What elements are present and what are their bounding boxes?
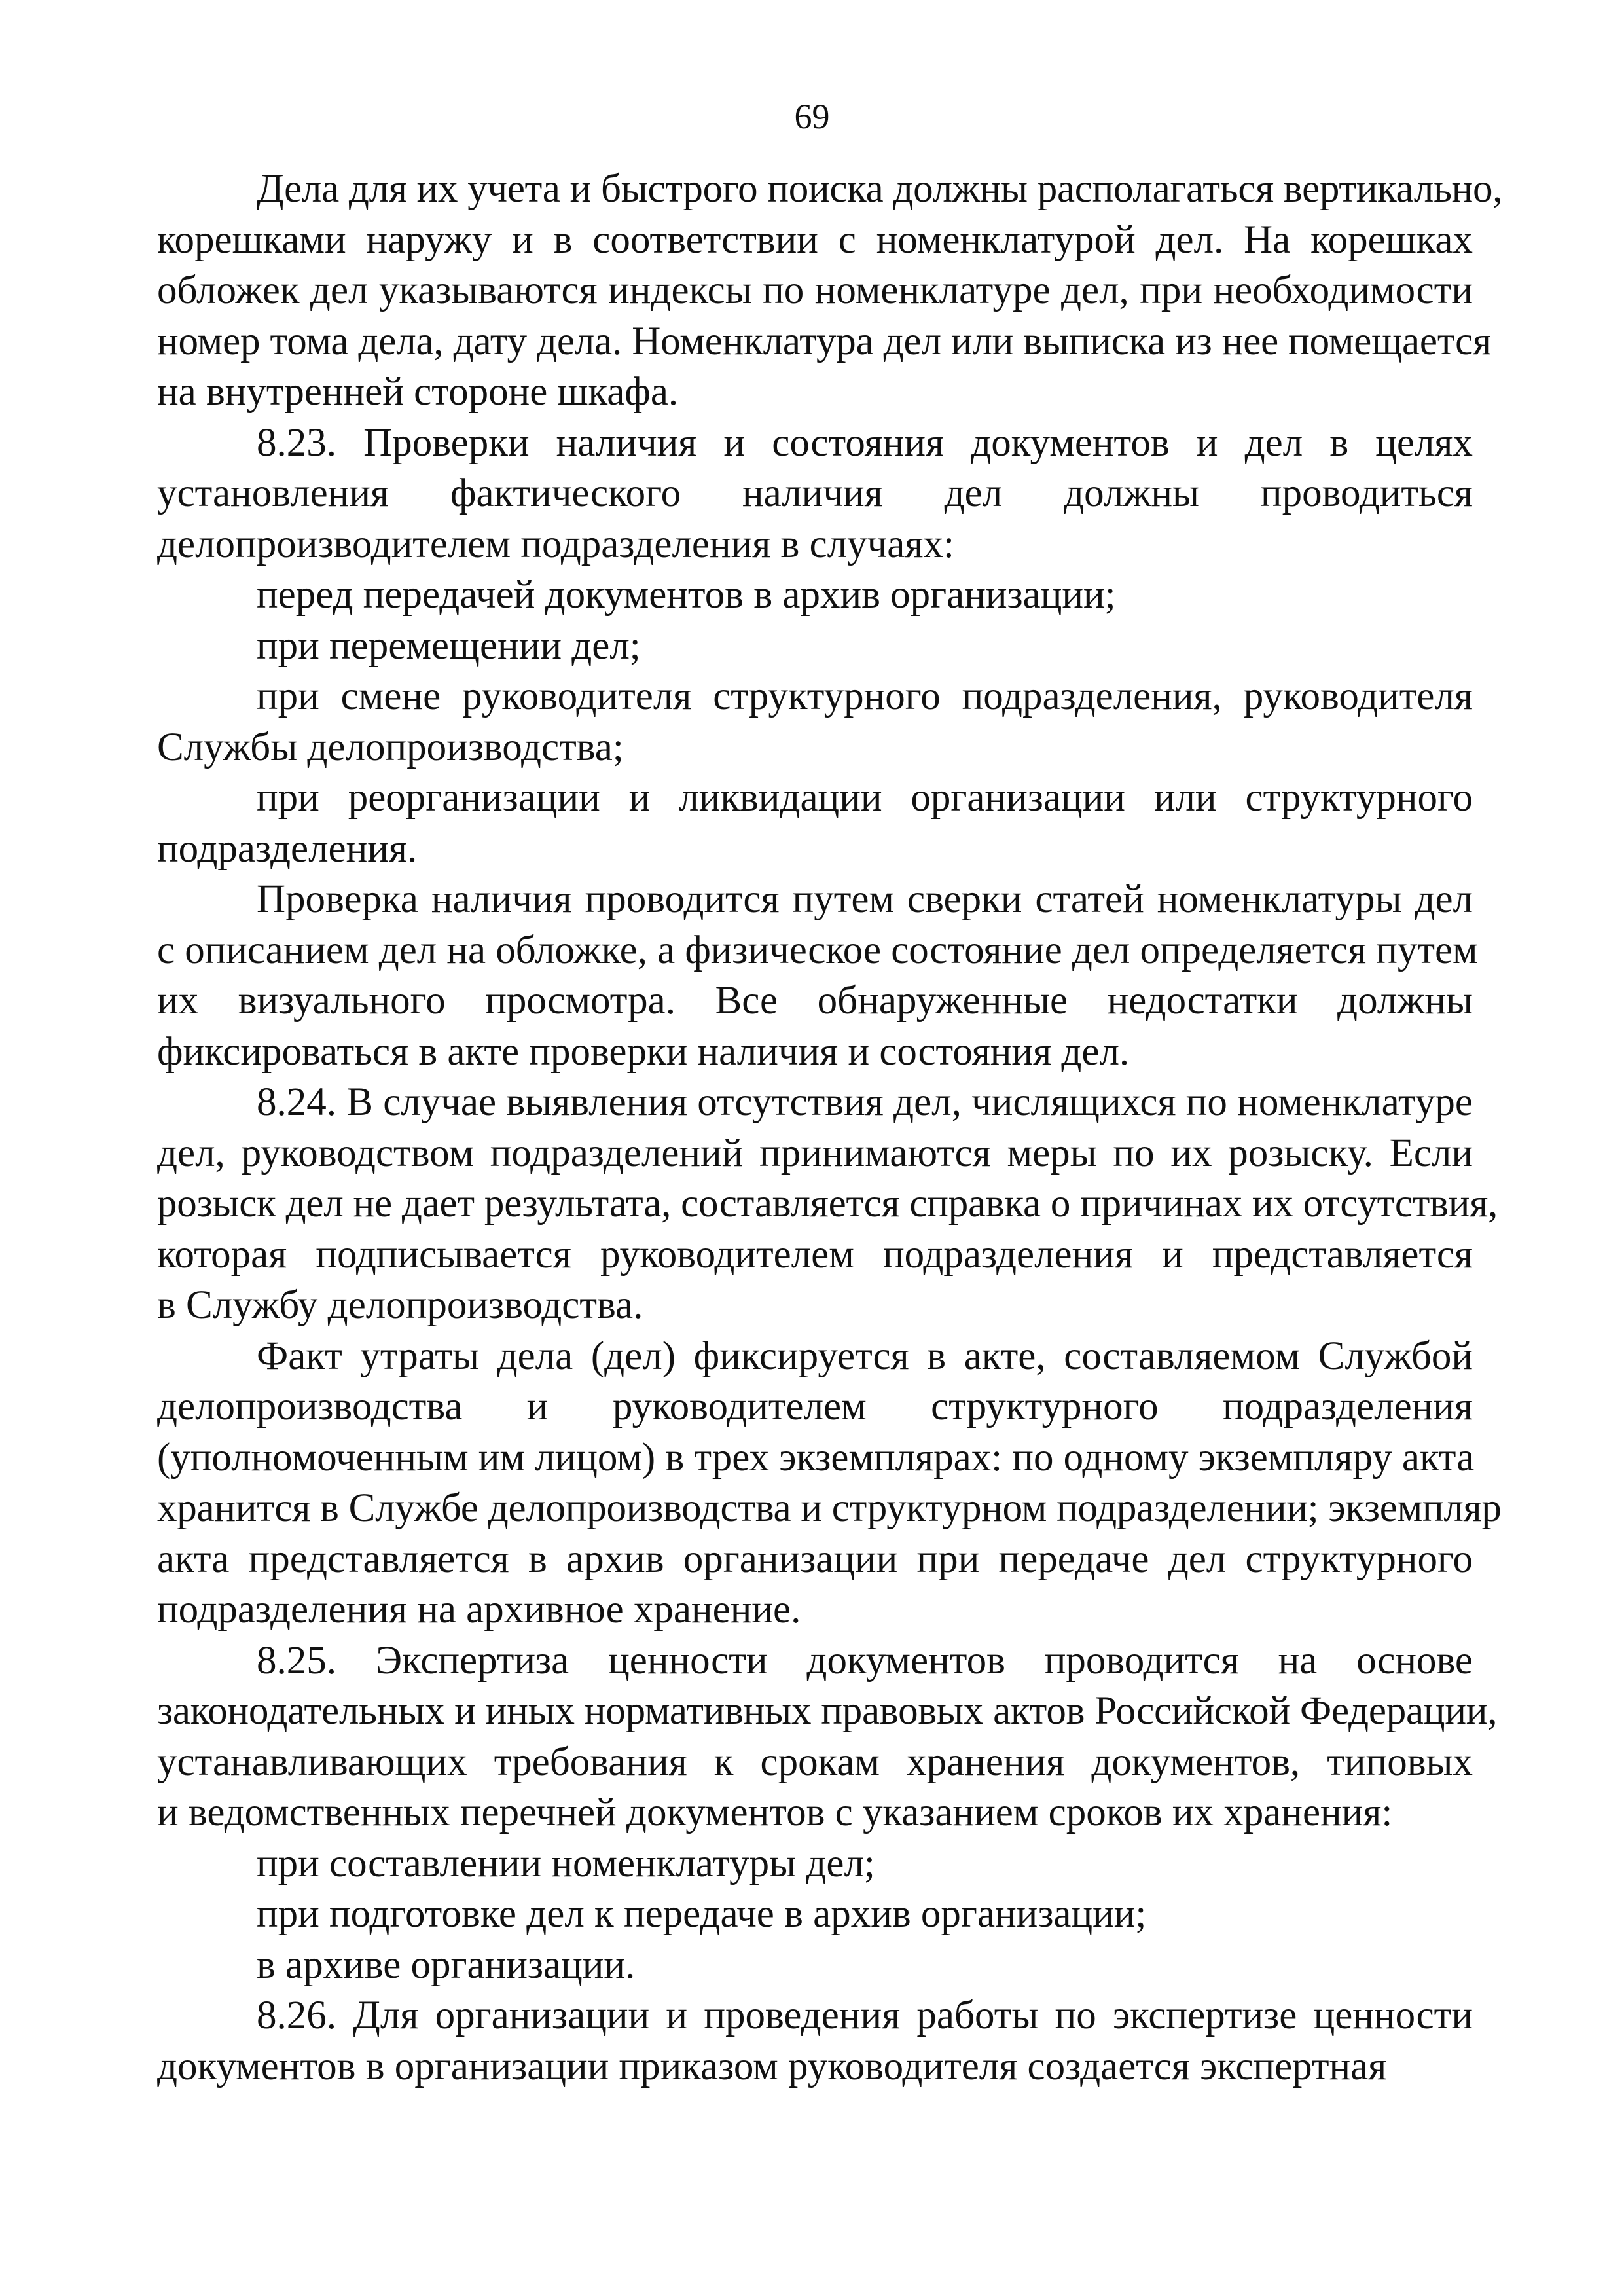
text-line: документов в организации приказом руководителя создается экспертная — [157, 2044, 1387, 2088]
paragraph — [157, 671, 1473, 773]
text-line: в Службу делопроизводства. — [157, 1283, 643, 1327]
paragraph — [157, 773, 1473, 874]
paragraph — [157, 570, 1473, 621]
text-line: обложек дел указываются индексы по номенклатуре дел, при необходимости — [157, 268, 1473, 312]
paragraph — [157, 1940, 1473, 1991]
text-line: в архиве организации. — [257, 1942, 636, 1987]
paragraph — [157, 874, 1478, 1077]
text-line: их визуального просмотра. Все обнаруженные недостатки должны — [157, 979, 1473, 1023]
paragraph — [157, 164, 1503, 418]
text-line: законодательных и иных нормативных правовых актов Российской Федерации, — [157, 1689, 1498, 1733]
text-line: перед передачей документов в архив организации; — [257, 573, 1116, 617]
text-line: Дела для их учета и быстрого поиска должны располагаться вертикально, — [257, 167, 1503, 211]
text-line: Службы делопроизводства; — [157, 725, 624, 769]
paragraph — [157, 1077, 1498, 1331]
paragraph — [157, 418, 1473, 570]
text-line: с описанием дел на обложке, а физическое состояние дел определяется путем — [157, 928, 1478, 972]
text-line: подразделения на архивное хранение. — [157, 1588, 801, 1631]
text-line: устанавливающих требования к срокам хранения документов, типовых — [157, 1740, 1473, 1784]
paragraph — [157, 1635, 1498, 1838]
text-line: 8.23. Проверки наличия и состояния документов и дел в целях — [257, 420, 1473, 465]
text-line: установления фактического наличия дел должны проводиться — [157, 471, 1473, 515]
text-line: розыск дел не дает результата, составляется справка о причинах их отсутствия, — [157, 1182, 1498, 1226]
text-line: на внутренней стороне шкафа. — [157, 370, 679, 414]
text-line: делопроизводства и руководителем структурного подразделения — [157, 1385, 1473, 1429]
paragraph — [157, 1838, 1473, 1889]
text-line: номер тома дела, дату дела. Номенклатура дел или выписка из нее помещается — [157, 319, 1491, 363]
text-line: при перемещении дел; — [257, 623, 641, 668]
text-line: 8.26. Для организации и проведения работы по экспертизе ценности — [257, 1994, 1473, 2037]
paragraph — [157, 1331, 1502, 1635]
text-line: Проверка наличия проводится путем сверки статей номенклатуры дел — [257, 877, 1473, 921]
paragraph — [157, 621, 1473, 672]
document-body — [157, 164, 1503, 2092]
text-line: корешками наружу и в соответствии с номенклатурой дел. На корешках — [157, 217, 1473, 262]
paragraph — [157, 1889, 1473, 1940]
text-line: Факт утраты дела (дел) фиксируется в акте, составляемом Службой — [257, 1334, 1473, 1378]
text-line: (уполномоченным им лицом) в трех экземплярах: по одному экземпляру акта — [157, 1435, 1475, 1480]
text-line: делопроизводителем подразделения в случаях: — [157, 522, 954, 566]
text-line: 8.24. В случае выявления отсутствия дел, числящихся по номенклатуре — [257, 1080, 1473, 1124]
text-line: при смене руководителя структурного подразделения, руководителя — [257, 674, 1473, 718]
text-line: при подготовке дел к передаче в архив организации; — [257, 1892, 1147, 1936]
text-line: при реорганизации и ликвидации организации или структурного — [257, 776, 1473, 820]
page-number: 69 — [794, 97, 830, 136]
text-line: и ведомственных перечней документов с указанием сроков их хранения: — [157, 1791, 1393, 1834]
text-line: хранится в Службе делопроизводства и структурном подразделении; экземпляр — [157, 1486, 1502, 1530]
paragraph — [157, 1990, 1473, 2092]
text-line: которая подписывается руководителем подразделения и представляется — [157, 1232, 1473, 1277]
text-line: акта представляется в архив организации при передаче дел структурного — [157, 1537, 1473, 1581]
text-line: при составлении номенклатуры дел; — [257, 1841, 875, 1886]
text-line: дел, руководством подразделений принимаются меры по их розыску. Если — [157, 1131, 1473, 1175]
text-line: 8.25. Экспертиза ценности документов проводится на основе — [257, 1638, 1473, 1683]
text-line: подразделения. — [157, 826, 418, 871]
text-line: фиксироваться в акте проверки наличия и состояния дел. — [157, 1029, 1130, 1074]
